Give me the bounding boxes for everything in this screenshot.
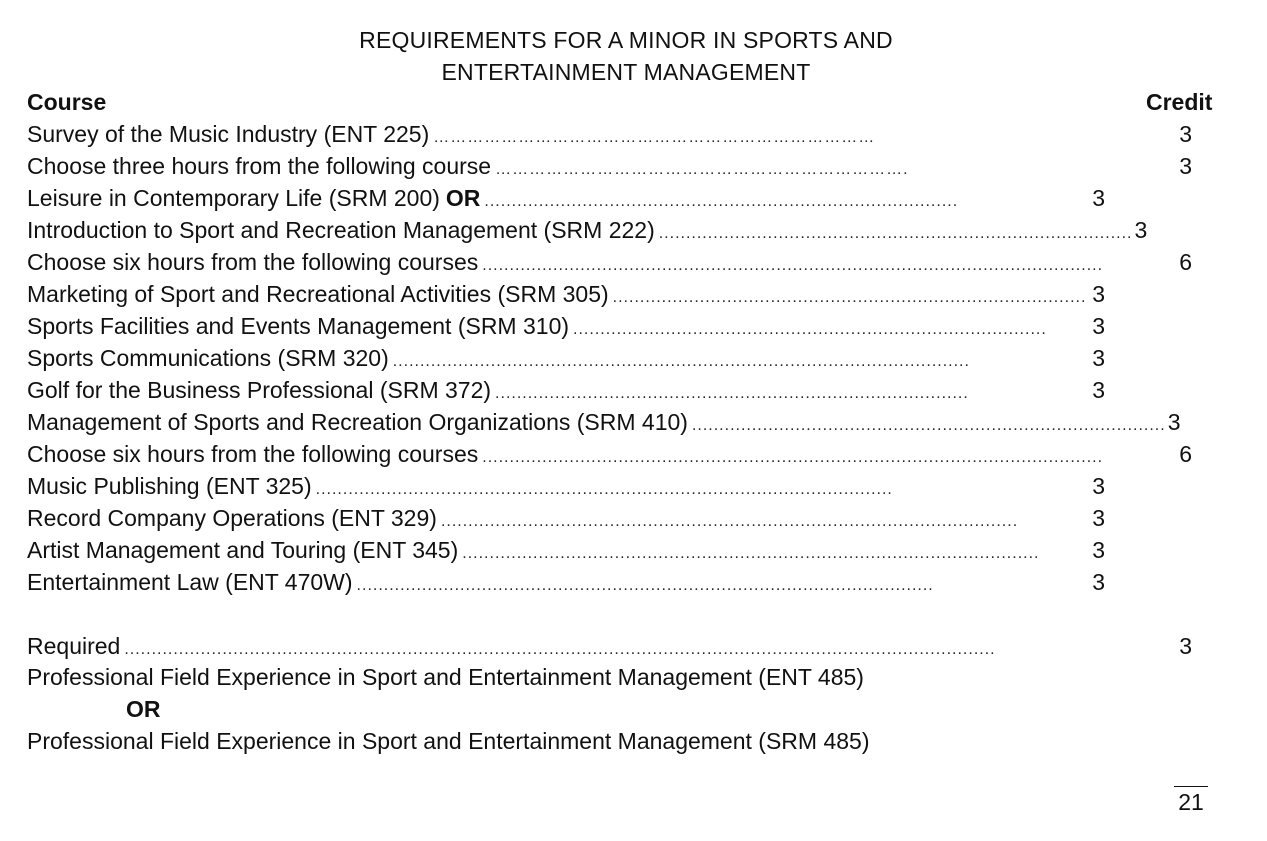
dot-leader: ....................................................................................... — [495, 385, 969, 402]
course-label: Artist Management and Touring (ENT 345) — [27, 537, 459, 563]
credit-value: 3 — [1092, 345, 1105, 371]
credit-value: 6 — [1179, 441, 1192, 467]
dot-leader: ....................................................................................... — [484, 193, 959, 210]
course-label: Sports Facilities and Events Management (SRM 310) — [27, 313, 570, 339]
credit-value: 3 — [1179, 633, 1192, 659]
course-label: Choose three hours from the following course — [27, 153, 492, 179]
credit-value: 6 — [1179, 249, 1192, 275]
required-or-connector: OR — [126, 696, 161, 722]
course-row-sports-facilities — [27, 310, 1105, 342]
course-row-survey-music-industry — [27, 118, 1192, 150]
credit-value: 3 — [1092, 185, 1105, 211]
dot-leader: .......................................................................................................... — [392, 353, 970, 370]
course-row-sports-communications — [27, 342, 1105, 374]
course-label: Choose six hours from the following courses — [27, 249, 479, 275]
page-title-line-1: REQUIREMENTS FOR A MINOR IN SPORTS AND — [359, 27, 893, 53]
credit-value: 3 — [1092, 313, 1105, 339]
credit-value: 3 — [1092, 537, 1105, 563]
credit-value: 3 — [1092, 281, 1105, 307]
column-header-credit: Credit — [1146, 89, 1213, 115]
credit-value: 3 — [1092, 473, 1105, 499]
credit-value: 3 — [1134, 217, 1148, 243]
course-label: Leisure in Contemporary Life (SRM 200) — [27, 185, 440, 211]
dot-leader: ....................................................................................... — [573, 321, 1047, 338]
course-label: Introduction to Sport and Recreation Management (SRM 222) — [27, 217, 655, 243]
dot-leader: .......................................................................................................... — [315, 481, 893, 498]
dot-leader: .......................................................................................................... — [356, 577, 934, 594]
course-row-music-publishing — [27, 470, 1105, 502]
dot-leader: ....................................................................................... — [691, 417, 1166, 434]
course-row-choose-six-hours-ent — [27, 438, 1192, 470]
course-label: Music Publishing (ENT 325) — [27, 473, 312, 499]
credit-value: 3 — [1167, 409, 1181, 435]
or-connector: OR — [445, 185, 481, 211]
course-row-choose-three-hours — [27, 150, 1192, 182]
column-header-course: Course — [27, 89, 107, 115]
course-row-leisure-contemporary-life — [27, 182, 1105, 214]
course-label: Management of Sports and Recreation Organizations (SRM 410) — [27, 409, 688, 435]
dot-leader: .................................................................................................................. — [482, 257, 1104, 274]
dot-leader: .................................................................................................................. — [482, 449, 1104, 466]
dot-leader: ....................................................................................... — [658, 225, 1133, 242]
credit-value: 3 — [1179, 153, 1192, 179]
course-row-record-company — [27, 502, 1105, 534]
credit-value: 3 — [1092, 569, 1105, 595]
course-row-choose-six-hours-srm — [27, 246, 1192, 278]
course-label: Choose six hours from the following courses — [27, 441, 479, 467]
dot-leader: ………………………………………………………………. — [495, 161, 909, 178]
dot-leader: …………………………………………………………………… — [433, 129, 876, 146]
course-label: Sports Communications (SRM 320) — [27, 345, 389, 371]
dot-leader: .......................................................................................................... — [440, 513, 1019, 530]
credit-value: 3 — [1092, 505, 1105, 531]
course-row-management-sports-orgs — [27, 406, 1181, 438]
course-row-entertainment-law — [27, 566, 1105, 598]
required-label: Required — [27, 633, 121, 659]
course-row-marketing-sport — [27, 278, 1105, 310]
page-number: 21 — [1174, 786, 1208, 817]
course-label: Entertainment Law (ENT 470W) — [27, 569, 353, 595]
course-row-intro-sport-recreation — [27, 214, 1148, 246]
course-label: Golf for the Business Professional (SRM 372) — [27, 377, 492, 403]
course-label: Survey of the Music Industry (ENT 225) — [27, 121, 430, 147]
credit-value: 3 — [1092, 377, 1105, 403]
course-label: Marketing of Sport and Recreational Activities (SRM 305) — [27, 281, 609, 307]
required-row — [27, 630, 1192, 662]
dot-leader: ................................................................................................................................................................ — [124, 641, 996, 658]
page-title-line-2: ENTERTAINMENT MANAGEMENT — [441, 59, 811, 85]
course-row-golf-business — [27, 374, 1105, 406]
required-option-srm-485: Professional Field Experience in Sport and Entertainment Management (SRM 485) — [27, 728, 870, 754]
dot-leader: ....................................................................................... — [612, 289, 1087, 306]
required-option-ent-485: Professional Field Experience in Sport and Entertainment Management (ENT 485) — [27, 664, 864, 690]
course-row-artist-management — [27, 534, 1105, 566]
credit-value: 3 — [1179, 121, 1192, 147]
course-label: Record Company Operations (ENT 329) — [27, 505, 437, 531]
dot-leader: .......................................................................................................... — [462, 545, 1040, 562]
